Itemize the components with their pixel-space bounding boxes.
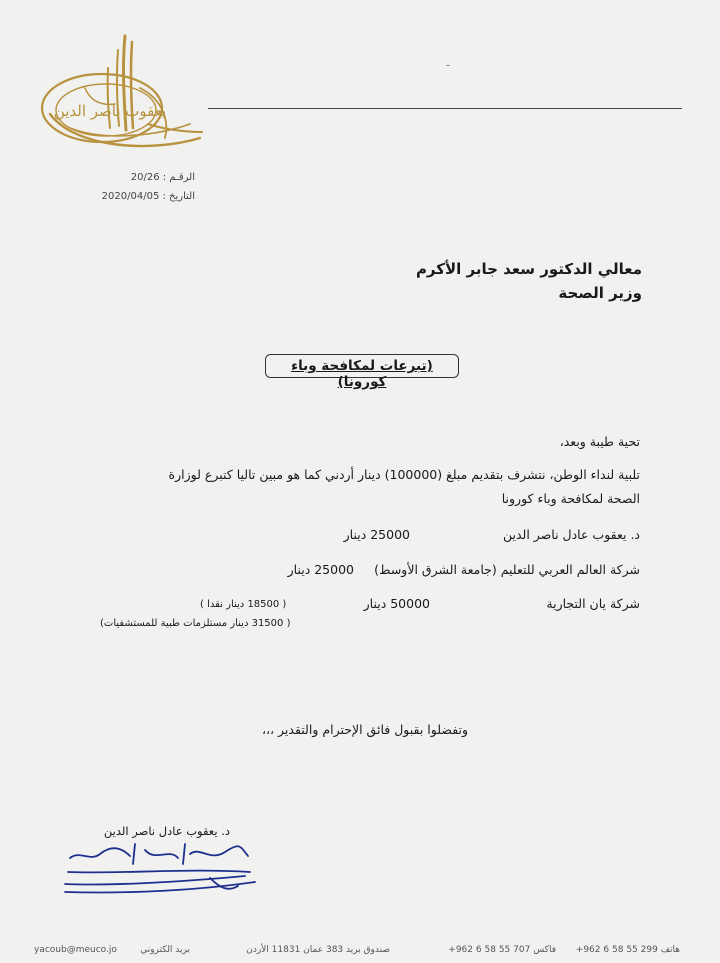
handwritten-signature <box>60 832 260 902</box>
addressee-name: معالي الدكتور سعد جابر الأكرم <box>415 260 642 278</box>
donor-3-supplies-breakdown: ( 31500 دينار مستلزمات طبية للمستشفيات) <box>100 618 291 629</box>
intro-line-1: تلبية لنداء الوطن، نتشرف بتقديم مبلغ (100000) دينار أردني كما هو مبين تاليا كتبرع لوزارة <box>168 467 640 482</box>
footer-po-box: صندوق بريد 383 عمان 11831 الأردن <box>246 945 390 955</box>
donor-1-amount: 25000 دينار <box>343 527 410 542</box>
closing-line: وتفضلوا بقبول فائق الإحترام والتقدير ،،، <box>261 722 469 737</box>
donor-3-name: شركة يان التجارية <box>546 596 640 611</box>
header-divider <box>208 108 682 109</box>
donor-3-cash-breakdown: ( 18500 دينار نقدا ) <box>200 599 287 610</box>
intro-line-2: الصحة لمكافحة وباء كورونا <box>501 491 640 506</box>
greeting: تحية طيبة وبعد، <box>559 434 640 449</box>
footer-email-label: بريد الكتروني <box>140 945 190 955</box>
seal-lettering: يعقوب ناصر الدين <box>53 102 167 120</box>
addressee-title: وزير الصحة <box>558 284 642 302</box>
footer-fax: فاكس 707 55 58 6 962+ <box>448 945 556 955</box>
calligraphic-seal-logo <box>30 28 210 163</box>
donor-2-amount: 25000 دينار <box>287 562 354 577</box>
footer-phone: هاتف 299 55 58 6 962+ <box>575 945 680 955</box>
letter-date: التاريخ : 2020/04/05 <box>101 191 195 202</box>
donor-2-name: شركة العالم العربي للتعليم (جامعة الشرق الأوسط) <box>374 562 640 577</box>
donor-1-name: د. يعقوب عادل ناصر الدين <box>502 527 640 542</box>
scan-speck <box>446 65 450 66</box>
reference-number: الرقـم : 20/26 <box>130 172 195 183</box>
letter-subject: (تبرعات لمكافحة وباء كورونا) <box>291 358 433 390</box>
footer-email[interactable]: yacoub@meuco.jo <box>34 945 117 955</box>
signer-name: د. يعقوب عادل ناصر الدين <box>103 824 230 838</box>
donor-3-amount: 50000 دينار <box>363 596 430 611</box>
